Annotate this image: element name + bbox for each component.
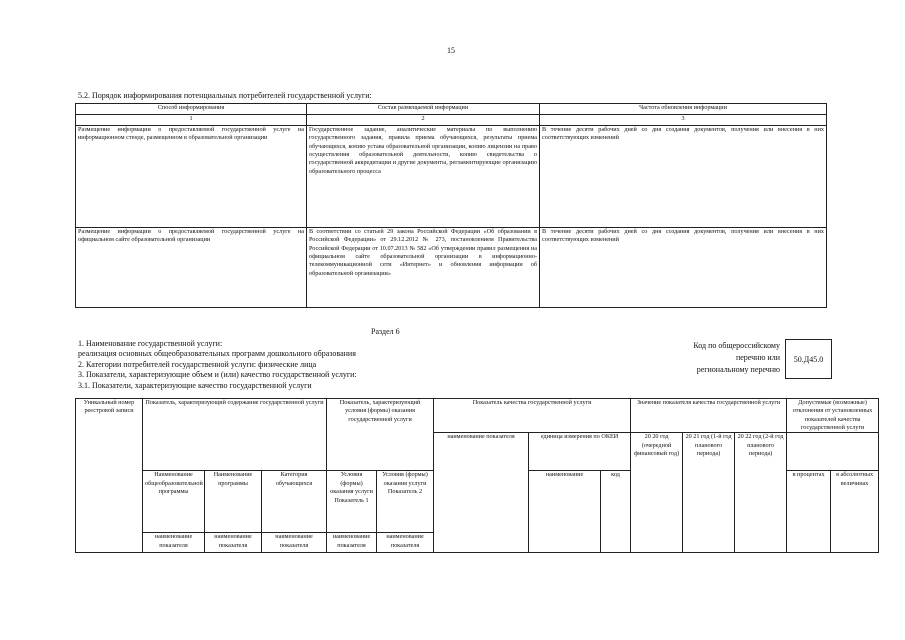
header-program: Наименование общеобразовательной программы	[143, 471, 205, 533]
header-name-label: наименование показателя	[327, 533, 377, 553]
table-row	[76, 126, 827, 228]
header-year-1: 20 20 год (очередной финансовый год)	[631, 433, 683, 553]
header-unit: единица измерения по ОКЕИ	[529, 433, 631, 471]
header-name-label: наименование показателя	[205, 533, 262, 553]
cell-content: В соответствии со статьей 29 закона Российской Федерации «Об образовании в Российской Федерации» от 29.12.2012 № 273, постановлением Правительства Российской Федерации от 10.07.2013 № 582 «Об утверждении правил размещения на официальном сайте образовательной организации в информационно-телекоммуникационной сети «Интернет» и обновления информации об образовательной организации»	[307, 228, 540, 308]
header-deviation-cont	[787, 433, 879, 471]
column-number: 1	[76, 115, 307, 126]
section-title: Раздел 6	[371, 327, 400, 336]
header-deviation-absolute: в абсолютных величинах	[831, 471, 879, 553]
header-student-category: Категория обучающихся	[262, 471, 327, 533]
section-5-2-heading: 5.2. Порядок информирования потенциальных потребителей государственной услуги:	[78, 91, 372, 100]
cell-frequency: В течение десяти рабочих дней со дня создания документов, получения или внесения в них соответствующих изменений	[540, 126, 827, 228]
header-frequency: Частота обновления информации	[540, 104, 827, 115]
header-deviation: Допустимые (возможные) отклонения от установленных показателей качества государственной услуги	[787, 399, 879, 433]
table-row	[76, 228, 827, 308]
header-conditions-indicator: Показатель, характеризующий условия (формы) оказания государственной услуги	[327, 399, 434, 471]
header-content-indicator: Показатель, характеризующий содержание государственной услуги	[143, 399, 327, 471]
column-number: 3	[540, 115, 827, 126]
header-quality-indicator: Показатель качества государственной услуги	[434, 399, 631, 433]
table-header-row	[76, 104, 827, 115]
header-unique-number: Уникальный номер реестровой записи	[76, 399, 143, 553]
quality-indicators-table	[75, 398, 879, 553]
header-deviation-percent: в процентах	[787, 471, 831, 553]
header-unit-code: код	[601, 471, 631, 553]
header-program-name: Наименование программы	[205, 471, 262, 533]
column-number: 2	[307, 115, 540, 126]
header-method: Способ информирования	[76, 104, 307, 115]
header-unit-name: наименование	[529, 471, 601, 553]
item-quality-indicators: 3.1. Показатели, характеризующие качество государственной услуги	[78, 380, 312, 390]
table-header-row	[76, 399, 879, 433]
header-condition-1: Условия (формы) оказания услуги Показатель 1	[327, 471, 377, 533]
item-service-name: реализация основных общеобразовательных программ дошкольного образования	[78, 349, 356, 359]
header-name-label: наименование показателя	[143, 533, 205, 553]
informing-table	[75, 103, 827, 308]
item-consumers: 2. Категории потребителей государственной услуги: физические лица	[78, 359, 317, 369]
page-number: 15	[447, 46, 455, 55]
header-content: Состав размещаемой информации	[307, 104, 540, 115]
cell-method: Размещение информации о предоставляемой государственной услуге на официальном сайте образовательной организации	[76, 228, 307, 308]
code-value-box: 50.Д45.0	[785, 339, 832, 379]
cell-frequency: В течение десяти рабочих дней со дня создания документов, получения или внесения в них соответствующих изменений	[540, 228, 827, 308]
code-label: Код по общероссийскому перечню или региональному перечню	[693, 341, 780, 374]
header-indicator-name: наименование показателя	[434, 433, 529, 553]
table-number-row	[76, 115, 827, 126]
header-name-label: наименование показателя	[377, 533, 434, 553]
item-indicators: 3. Показатели, характеризующие объем и (или) качество государственной услуги:	[78, 370, 357, 380]
header-name-label: наименование показателя	[262, 533, 327, 553]
header-year-3: 20 22 год (2-й год планового периода)	[735, 433, 787, 553]
header-year-2: 20 21 год (1-й год планового периода)	[683, 433, 735, 553]
cell-method: Размещение информации о предоставляемой государственной услуге на информационном стенде, размещенном в образовательной организации	[76, 126, 307, 228]
item-service-name-label: 1. Наименование государственной услуги:	[78, 339, 223, 348]
header-condition-2: Условия (формы) оказания услуги Показатель 2	[377, 471, 434, 533]
header-value: Значение показателя качества государственной услуги	[631, 399, 787, 433]
service-description	[78, 339, 357, 391]
cell-content: Государственное задание, аналитические материалы по выполнению государственного задания, правила приема обучающихся, результаты приема обучающихся, копию устава образовательной организации, копию лицензии на право осуществления образовательной деятельности, копию свидетельства о государственной аккредитации и другие документы, регламентирующие организацию образовательного процесса	[307, 126, 540, 228]
